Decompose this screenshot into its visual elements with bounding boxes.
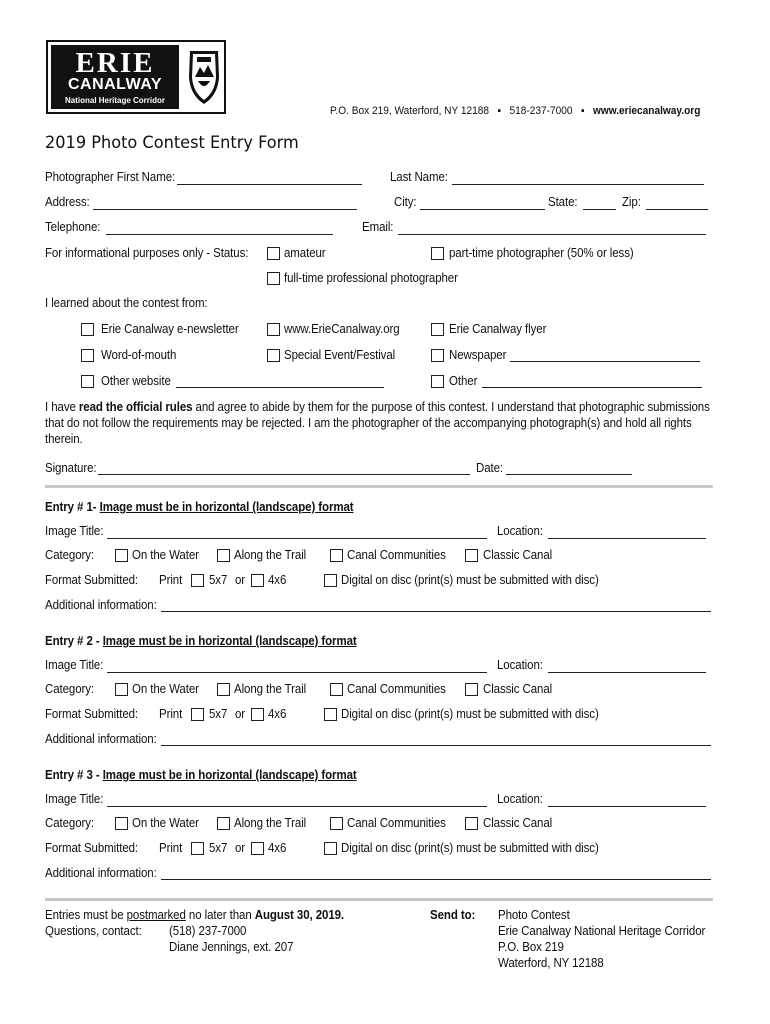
telephone-field[interactable] <box>106 234 333 235</box>
along-the-trail-label: Along the Trail <box>234 682 307 696</box>
location-label: Location: <box>497 658 543 672</box>
mail-address-4: Waterford, NY 12188 <box>498 956 604 970</box>
other-label: Other <box>449 374 478 388</box>
along-the-trail-checkbox[interactable] <box>217 683 230 696</box>
amateur-label: amateur <box>284 246 326 260</box>
header-address-text: P.O. Box 219, Waterford, NY 12188 <box>330 105 490 117</box>
format-label: Format Submitted: <box>45 841 139 855</box>
nps-arrowhead-icon <box>186 47 222 107</box>
4x6-label: 4x6 <box>268 573 287 587</box>
newspaper-label: Newspaper <box>449 348 507 362</box>
image-title-label: Image Title: <box>45 658 104 672</box>
classic-canal-checkbox[interactable] <box>465 549 478 562</box>
location-field[interactable] <box>548 672 706 673</box>
canal-communities-checkbox[interactable] <box>330 683 343 696</box>
bullet-separator: ▪ <box>497 105 502 117</box>
part-time-label: part-time photographer (50% or less) <box>449 246 634 260</box>
4x6-checkbox[interactable] <box>251 574 264 587</box>
along-the-trail-label: Along the Trail <box>234 548 307 562</box>
image-title-field[interactable] <box>107 806 487 807</box>
on-the-water-checkbox[interactable] <box>115 817 128 830</box>
mail-address-1: Photo Contest <box>498 908 570 922</box>
newspaper-field[interactable] <box>510 361 700 362</box>
zip-field[interactable] <box>646 209 708 210</box>
header-phone: 518-237-7000 <box>509 105 573 117</box>
form-title: 2019 Photo Contest Entry Form <box>45 133 299 153</box>
footer-divider <box>45 898 713 901</box>
5x7-checkbox[interactable] <box>191 708 204 721</box>
mail-address-3: P.O. Box 219 <box>498 940 564 954</box>
digital-disc-label: Digital on disc (print(s) must be submitted with disc) <box>341 707 599 721</box>
bullet-separator: ▪ <box>580 105 585 117</box>
header-website: www.eriecanalway.org <box>592 105 701 117</box>
digital-disc-checkbox[interactable] <box>324 574 337 587</box>
special-event-label: Special Event/Festival <box>284 348 396 362</box>
full-time-checkbox[interactable] <box>267 272 280 285</box>
website-checkbox[interactable] <box>267 323 280 336</box>
contact-phone: (518) 237-7000 <box>169 924 247 938</box>
classic-canal-label: Classic Canal <box>483 548 553 562</box>
digital-disc-label: Digital on disc (print(s) must be submitted with disc) <box>341 841 599 855</box>
on-the-water-label: On the Water <box>132 682 199 696</box>
first-name-field[interactable] <box>177 184 362 185</box>
5x7-label: 5x7 <box>209 707 228 721</box>
flyer-label: Erie Canalway flyer <box>449 322 547 336</box>
category-label: Category: <box>45 816 95 830</box>
additional-info-field[interactable] <box>161 611 711 612</box>
date-label: Date: <box>476 461 504 475</box>
entry-heading: Entry # 3 - Image must be in horizontal (landscape) format <box>45 768 357 782</box>
5x7-label: 5x7 <box>209 841 228 855</box>
location-label: Location: <box>497 524 543 538</box>
enewsletter-label: Erie Canalway e-newsletter <box>101 322 239 336</box>
erie-canalway-logo <box>46 40 226 114</box>
print-label: Print <box>159 707 183 721</box>
section-divider <box>45 485 713 488</box>
on-the-water-checkbox[interactable] <box>115 549 128 562</box>
classic-canal-label: Classic Canal <box>483 816 553 830</box>
amateur-checkbox[interactable] <box>267 247 280 260</box>
logo-erie: ERIE <box>75 47 155 79</box>
classic-canal-checkbox[interactable] <box>465 683 478 696</box>
canal-communities-label: Canal Communities <box>347 548 446 562</box>
canal-communities-label: Canal Communities <box>347 682 446 696</box>
learned-label: I learned about the contest from: <box>45 296 208 310</box>
word-of-mouth-checkbox[interactable] <box>81 349 94 362</box>
enewsletter-checkbox[interactable] <box>81 323 94 336</box>
agreement-line-3: therein. <box>45 432 83 446</box>
classic-canal-checkbox[interactable] <box>465 817 478 830</box>
4x6-label: 4x6 <box>268 707 287 721</box>
part-time-checkbox[interactable] <box>431 247 444 260</box>
location-field[interactable] <box>548 806 706 807</box>
digital-disc-checkbox[interactable] <box>324 842 337 855</box>
image-title-field[interactable] <box>107 672 487 673</box>
4x6-checkbox[interactable] <box>251 708 264 721</box>
signature-field[interactable] <box>98 474 470 475</box>
print-label: Print <box>159 841 183 855</box>
other-website-field[interactable] <box>176 387 384 388</box>
4x6-label: 4x6 <box>268 841 287 855</box>
canal-communities-checkbox[interactable] <box>330 817 343 830</box>
signature-label: Signature: <box>45 461 97 475</box>
contact-name: Diane Jennings, ext. 207 <box>169 940 294 954</box>
5x7-checkbox[interactable] <box>191 574 204 587</box>
first-name-label: Photographer First Name: <box>45 170 176 184</box>
canal-communities-label: Canal Communities <box>347 816 446 830</box>
other-checkbox[interactable] <box>431 375 444 388</box>
agreement-line-1: I have read the official rules and agree to abide by them for the purpose of this contest. I understand that photographic submissions <box>45 400 710 414</box>
other-website-checkbox[interactable] <box>81 375 94 388</box>
category-label: Category: <box>45 548 95 562</box>
logo-wordmark <box>51 45 179 109</box>
canal-communities-checkbox[interactable] <box>330 549 343 562</box>
email-field[interactable] <box>398 234 706 235</box>
email-label: Email: <box>362 220 394 234</box>
along-the-trail-checkbox[interactable] <box>217 549 230 562</box>
entry-heading: Entry # 2 - Image must be in horizontal (landscape) format <box>45 634 357 648</box>
on-the-water-label: On the Water <box>132 816 199 830</box>
additional-info-label: Additional information: <box>45 732 157 746</box>
word-of-mouth-label: Word-of-mouth <box>101 348 177 362</box>
mail-address-2: Erie Canalway National Heritage Corridor <box>498 924 706 938</box>
logo-subtitle: National Heritage Corridor <box>64 96 165 105</box>
agreement-line-2: that do not follow the requirements may be rejected. I am the photographer of the accompanying photograph(s) and hold all rights <box>45 416 692 430</box>
location-field[interactable] <box>548 538 706 539</box>
last-name-field[interactable] <box>452 184 704 185</box>
additional-info-label: Additional information: <box>45 598 157 612</box>
image-title-label: Image Title: <box>45 524 104 538</box>
along-the-trail-checkbox[interactable] <box>217 817 230 830</box>
last-name-label: Last Name: <box>390 170 448 184</box>
digital-disc-checkbox[interactable] <box>324 708 337 721</box>
image-title-label: Image Title: <box>45 792 104 806</box>
additional-info-field[interactable] <box>161 745 711 746</box>
special-event-checkbox[interactable] <box>267 349 280 362</box>
additional-info-label: Additional information: <box>45 866 157 880</box>
other-website-label: Other website <box>101 374 171 388</box>
questions-label: Questions, contact: <box>45 924 142 938</box>
other-field[interactable] <box>482 387 702 388</box>
5x7-label: 5x7 <box>209 573 228 587</box>
logo-canalway: CANALWAY <box>67 76 163 93</box>
5x7-checkbox[interactable] <box>191 842 204 855</box>
deadline-text: Entries must be postmarked no later than August 30, 2019. <box>45 908 345 922</box>
on-the-water-checkbox[interactable] <box>115 683 128 696</box>
date-field[interactable] <box>506 474 632 475</box>
website-label: www.ErieCanalway.org <box>284 322 400 336</box>
newspaper-checkbox[interactable] <box>431 349 444 362</box>
city-field[interactable] <box>420 209 545 210</box>
digital-disc-label: Digital on disc (print(s) must be submitted with disc) <box>341 573 599 587</box>
full-time-label: full-time professional photographer <box>284 271 458 285</box>
location-label: Location: <box>497 792 543 806</box>
or-label: or <box>235 841 246 855</box>
state-label: State: <box>548 195 578 209</box>
send-to-label: Send to: <box>430 908 476 922</box>
city-label: City: <box>394 195 417 209</box>
or-label: or <box>235 573 246 587</box>
zip-label: Zip: <box>622 195 641 209</box>
format-label: Format Submitted: <box>45 573 139 587</box>
format-label: Format Submitted: <box>45 707 139 721</box>
entry-heading: Entry # 1- Image must be in horizontal (landscape) format <box>45 500 354 514</box>
address-label: Address: <box>45 195 90 209</box>
on-the-water-label: On the Water <box>132 548 199 562</box>
along-the-trail-label: Along the Trail <box>234 816 307 830</box>
telephone-label: Telephone: <box>45 220 101 234</box>
flyer-checkbox[interactable] <box>431 323 444 336</box>
or-label: or <box>235 707 246 721</box>
classic-canal-label: Classic Canal <box>483 682 553 696</box>
image-title-field[interactable] <box>107 538 487 539</box>
header-address <box>330 105 700 117</box>
address-field[interactable] <box>93 209 357 210</box>
status-label: For informational purposes only - Status: <box>45 246 249 260</box>
4x6-checkbox[interactable] <box>251 842 264 855</box>
print-label: Print <box>159 573 183 587</box>
category-label: Category: <box>45 682 95 696</box>
state-field[interactable] <box>583 209 616 210</box>
additional-info-field[interactable] <box>161 879 711 880</box>
